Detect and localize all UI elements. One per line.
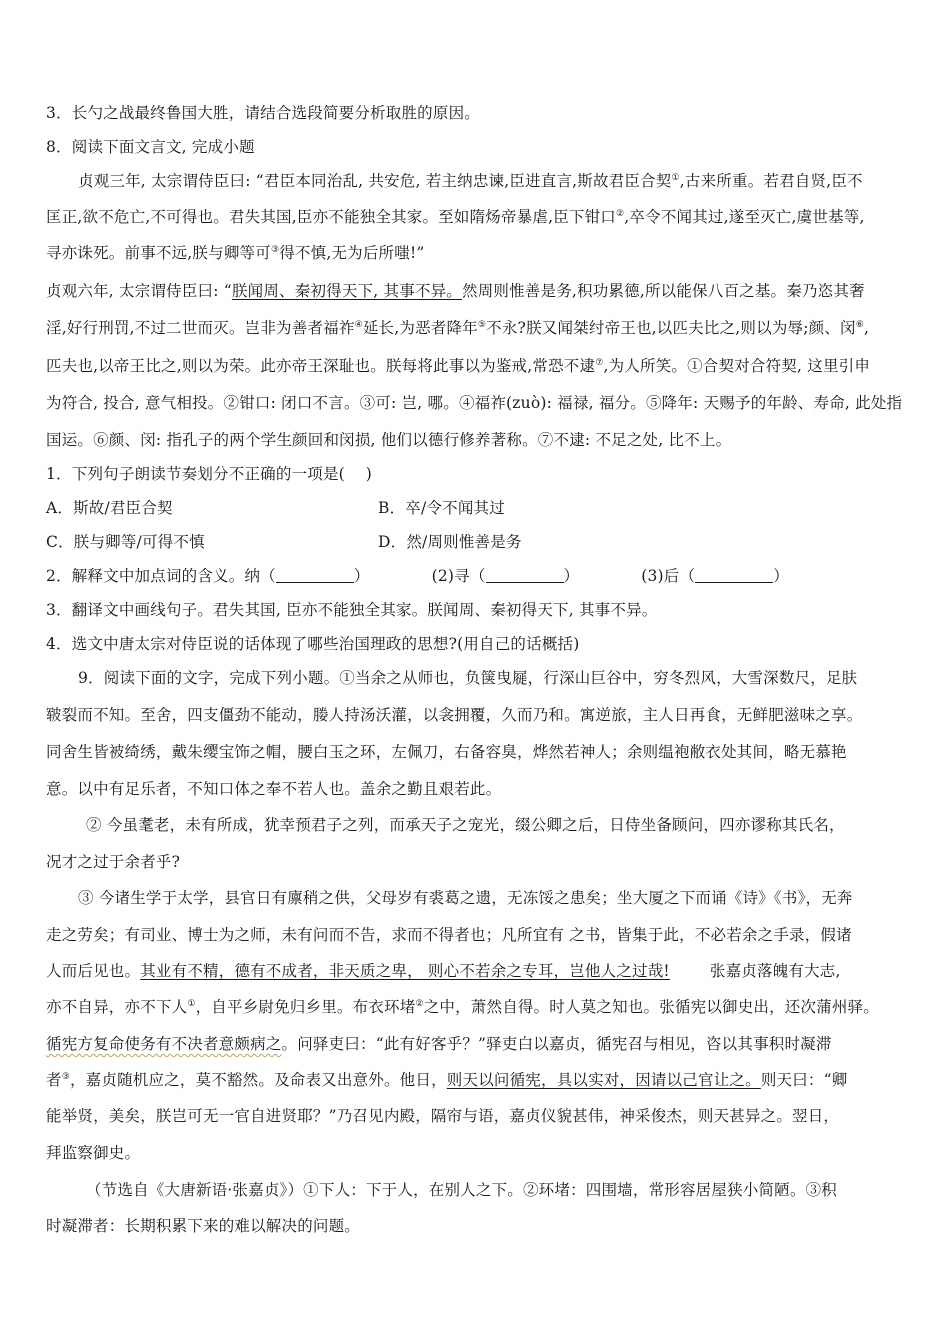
question-9-para3-line3: 人而后见也。其业有不精，德有不成者，非天质之卑， 则心不若余之专耳，岂他人之过哉! 张嘉贞落魄有大志,	[46, 962, 841, 980]
question-8-title: 8．阅读下面文言文, 完成小题	[46, 138, 255, 156]
option-row-cd	[46, 532, 522, 552]
question-9-para3-line8: 拜监察御史。	[46, 1144, 141, 1162]
question-9-line1: 9．阅读下面的文字，完成下列小题。①当余之从师也，负箧曳屣，行深山巨谷中，穷冬烈风，大雪深数尺，足肤	[78, 669, 858, 687]
question-8-4: 4．选文中唐太宗对侍臣说的话体现了哪些治国理政的思想?(用自己的话概括)	[46, 635, 580, 653]
question-9-para3-line1: ③ 今诸生学于太学，县官日有廪稍之供，父母岁有裘葛之遗，无冻馁之患矣；坐大厦之下而诵《诗》《书》，无奔	[78, 889, 853, 907]
answer-blank-2[interactable]	[486, 568, 564, 583]
underlined-sentence: 朕闻周、秦初得天下, 其事不异。	[231, 282, 462, 300]
passage-8-para2-line3: 匹夫也,以帝王比之,则以为荣。此亦帝王深耻也。朕每将此事以为鉴戒,常恐不逮⑦,为人所笑。①合契对合符契, 这里引申	[46, 357, 871, 375]
passage-8-para2-line1: 贞观六年, 太宗谓侍臣曰: “朕闻周、秦初得天下, 其事不异。然周则惟善是务,积功累德,所以能保八百之基。秦乃恣其奢	[46, 282, 865, 300]
option-row-ab	[46, 498, 505, 518]
underlined-sentence: 则天以问循宪，具以实对，因请以己官让之。	[446, 1071, 761, 1089]
question-9-para3-line6: 者③，嘉贞随机应之，莫不豁然。及命表又出意外。他日，则天以问循宪，具以实对，因请以己官让之。则天曰：“卿	[46, 1071, 848, 1089]
question-9-line2: 皲裂而不知。至舍，四支僵劲不能动，媵人持汤沃灌，以衾拥覆，久而乃和。寓逆旅，主人日再食，无鲜肥滋味之享。	[46, 706, 863, 724]
question-9-para2-line2: 况才之过于余者乎?	[46, 853, 181, 871]
question-9-para3-line4: 亦不自异，亦不下人①，自平乡尉免归乡里。布衣环堵②之中，萧然自得。时人莫之知也。张循宪以御史出，还次蒲州驿。	[46, 998, 879, 1016]
answer-blank-3[interactable]	[695, 568, 773, 583]
question-9-para3-line2: 走之劳矣；有司业、博士为之师，未有问而不告，求而不得者也；凡所宜有 之书，皆集于此，不必若余之手录，假诸	[46, 926, 852, 944]
question-9-line4: 意。以中有足乐者，不知口体之奉不若人也。盖余之勤且艰若此。	[46, 780, 502, 798]
question-9-para3-line7: 能举贤，美矣，朕岂可无一官自进贤耶？”乃召见内殿，隔帘与语，嘉贞仪貌甚伟，神采俊杰，则天甚异之。翌日，	[46, 1107, 840, 1125]
option-b[interactable]: B．卒/令不闻其过	[378, 499, 505, 517]
question-9-para3-line5: 循宪方复命使务有不决者意颇病之。问驿吏曰：“此有好客乎？”驿吏白以嘉贞，循宪召与相见，咨以其事积时凝滞	[46, 1035, 832, 1053]
passage-8-para2-line2: 淫,好行刑罚,不过二世而灭。岂非为善者福祚④延长,为恶者降年⑤不永?朕又闻桀纣帝王也,以匹夫比之,则以为辱;颜、闵⑥,	[46, 319, 870, 337]
answer-blank-1[interactable]	[276, 568, 354, 583]
question-8-3: 3．翻译文中画线句子。君失其国, 臣亦不能独全其家。朕闻周、秦初得天下, 其事不异。	[46, 601, 658, 619]
option-d[interactable]: D．然/周则惟善是务	[378, 533, 522, 551]
annotation-line2: 国运。⑥颜、闵: 指孔子的两个学生颜回和闵损, 他们以德行修养著称。⑦不逮: 不足之处, 比不上。	[46, 431, 732, 449]
annotation-line1: 为符合, 投合, 意气相投。②钳口: 闭口不言。③可: 岂, 哪。④福祚(zuò): 福禄, 福分。⑤降年: 天赐予的年龄、寿命, 此处指	[46, 394, 903, 412]
wavy-underlined-text: 循宪方复命使务有不决者意颇病之	[46, 1035, 282, 1053]
question-7-3: 3．长勺之战最终鲁国大胜，请结合选段简要分析取胜的原因。	[46, 104, 480, 122]
option-c[interactable]: C．朕与卿等/可得不慎	[46, 533, 205, 551]
source-notes-line1: （节选自《大唐新语·张嘉贞》）①下人：下于人，在别人之下。②环堵：四围墙，常形容居屋狭小简陋。③积	[86, 1181, 837, 1199]
passage-8-para1-line1: 贞观三年, 太宗谓侍臣曰: “君臣本同治乱, 共安危, 若主纳忠谏,臣进直言,斯故君臣合契①,古来所重。若君自贤,臣不	[78, 172, 863, 190]
source-notes-line2: 时凝滞者：长期积累下来的难以解决的问题。	[46, 1217, 361, 1235]
question-8-2: 2．解释文中加点词的含义。纳（ ） (2)寻（ ） (3)后（ ）	[46, 567, 789, 585]
option-a[interactable]: A．斯故/君臣合契	[46, 499, 173, 517]
question-9-para2-line1: ② 今虽耄老，未有所成，犹幸预君子之列，而承天子之宠光，缀公卿之后，日侍坐备顾问，四亦谬称其氏名，	[86, 816, 845, 834]
underlined-sentence: 其业有不精，德有不成者，非天质之卑， 则心不若余之专耳，岂他人之过哉!	[140, 962, 670, 980]
question-8-1: 1．下列句子朗读节奏划分不正确的一项是( )	[46, 465, 372, 483]
passage-8-para1-line3: 寻亦诛死。前事不远,朕与卿等可③得不慎,无为后所嗤!”	[46, 244, 425, 262]
question-9-line3: 同舍生皆被绮绣，戴朱缨宝饰之帽，腰白玉之环，左佩刀，右备容臭，烨然若神人；余则缊袍敝衣处其间，略无慕艳	[46, 743, 847, 761]
passage-8-para1-line2: 匡正,欲不危亡,不可得也。君失其国,臣亦不能独全其家。至如隋炀帝暴虐,臣下钳口②,卒令不闻其过,遂至灭亡,虞世基等,	[46, 208, 865, 226]
